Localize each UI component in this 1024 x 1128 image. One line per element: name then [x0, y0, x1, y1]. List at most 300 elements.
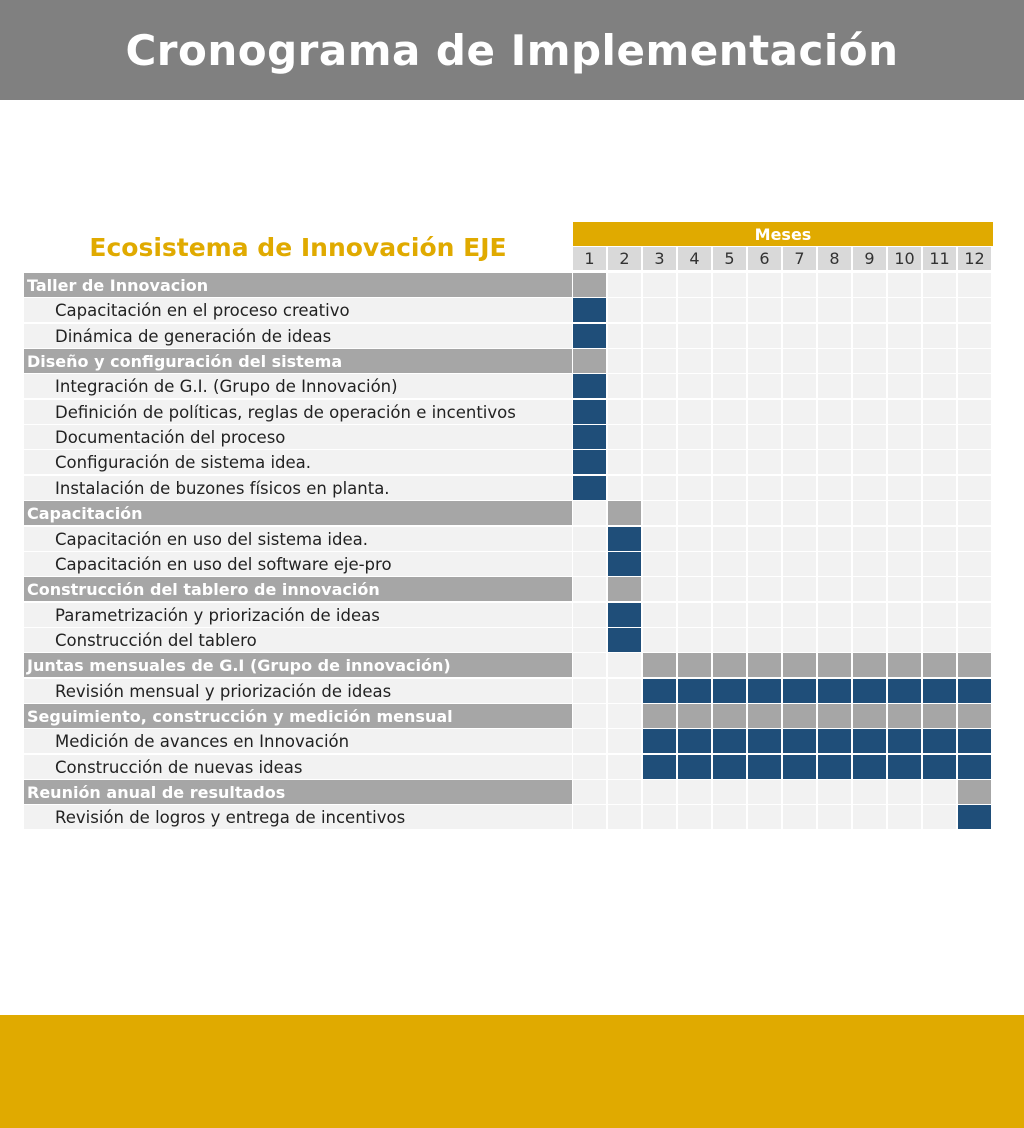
- month-header-9: 9: [853, 247, 886, 270]
- gantt-empty-cell: [853, 552, 886, 576]
- gantt-empty-cell: [573, 527, 606, 551]
- section-label: Construcción del tablero de innovación: [24, 577, 572, 601]
- gantt-empty-cell: [748, 450, 781, 474]
- gantt-empty-cell: [958, 374, 991, 398]
- gantt-empty-cell: [783, 374, 816, 398]
- gantt-empty-cell: [748, 273, 781, 297]
- gantt-empty-cell: [678, 425, 711, 449]
- gantt-empty-cell: [748, 374, 781, 398]
- gantt-empty-cell: [888, 324, 921, 348]
- gantt-bar-cell: [678, 729, 711, 753]
- gantt-empty-cell: [748, 527, 781, 551]
- gantt-empty-cell: [853, 805, 886, 829]
- gantt-empty-cell: [713, 476, 746, 500]
- gantt-empty-cell: [783, 780, 816, 804]
- gantt-empty-cell: [958, 349, 991, 373]
- gantt-empty-cell: [643, 805, 676, 829]
- gantt-bar-cell: [923, 755, 956, 779]
- gantt-empty-cell: [573, 577, 606, 601]
- gantt-empty-cell: [923, 552, 956, 576]
- gantt-empty-cell: [923, 400, 956, 424]
- gantt-bar-cell: [573, 374, 606, 398]
- gantt-empty-cell: [853, 628, 886, 652]
- gantt-empty-cell: [853, 527, 886, 551]
- gantt-empty-cell: [888, 298, 921, 322]
- gantt-empty-cell: [608, 273, 641, 297]
- gantt-empty-cell: [678, 324, 711, 348]
- gantt-bar-cell: [853, 679, 886, 703]
- gantt-empty-cell: [678, 577, 711, 601]
- gantt-empty-cell: [818, 324, 851, 348]
- gantt-empty-cell: [713, 450, 746, 474]
- gantt-empty-cell: [818, 805, 851, 829]
- gantt-empty-cell: [608, 298, 641, 322]
- gantt-empty-cell: [643, 324, 676, 348]
- gantt-empty-cell: [958, 298, 991, 322]
- gantt-empty-cell: [643, 501, 676, 525]
- gantt-empty-cell: [888, 349, 921, 373]
- gantt-empty-cell: [748, 628, 781, 652]
- gantt-empty-cell: [923, 476, 956, 500]
- gantt-bar-cell: [608, 628, 641, 652]
- gantt-empty-cell: [783, 628, 816, 652]
- gantt-bar-cell: [853, 755, 886, 779]
- gantt-bar-cell: [958, 805, 991, 829]
- gantt-bar-cell: [713, 653, 746, 677]
- gantt-empty-cell: [888, 805, 921, 829]
- month-header-10: 10: [888, 247, 921, 270]
- gantt-empty-cell: [608, 425, 641, 449]
- gantt-bar-cell: [643, 679, 676, 703]
- gantt-bar-cell: [573, 425, 606, 449]
- gantt-bar-cell: [608, 501, 641, 525]
- gantt-bar-cell: [783, 729, 816, 753]
- gantt-empty-cell: [888, 552, 921, 576]
- gantt-empty-cell: [818, 450, 851, 474]
- gantt-empty-cell: [958, 425, 991, 449]
- gantt-empty-cell: [923, 628, 956, 652]
- gantt-empty-cell: [783, 552, 816, 576]
- gantt-empty-cell: [818, 501, 851, 525]
- gantt-empty-cell: [713, 400, 746, 424]
- gantt-empty-cell: [958, 450, 991, 474]
- gantt-empty-cell: [643, 298, 676, 322]
- gantt-empty-cell: [573, 603, 606, 627]
- gantt-bar-cell: [888, 755, 921, 779]
- gantt-bar-cell: [573, 476, 606, 500]
- gantt-empty-cell: [748, 324, 781, 348]
- task-label: Instalación de buzones físicos en planta.: [24, 476, 572, 500]
- gantt-empty-cell: [678, 628, 711, 652]
- gantt-empty-cell: [783, 400, 816, 424]
- gantt-empty-cell: [713, 374, 746, 398]
- gantt-empty-cell: [853, 400, 886, 424]
- gantt-empty-cell: [818, 374, 851, 398]
- gantt-empty-cell: [923, 298, 956, 322]
- gantt-bar-cell: [643, 755, 676, 779]
- task-label: Revisión mensual y priorización de ideas: [24, 679, 572, 703]
- gantt-empty-cell: [713, 603, 746, 627]
- gantt-empty-cell: [888, 425, 921, 449]
- gantt-empty-cell: [748, 805, 781, 829]
- page-title: Cronograma de Implementación: [125, 25, 899, 75]
- month-header-1: 1: [573, 247, 606, 270]
- gantt-empty-cell: [958, 501, 991, 525]
- gantt-empty-cell: [958, 324, 991, 348]
- gantt-bar-cell: [783, 704, 816, 728]
- gantt-empty-cell: [573, 755, 606, 779]
- gantt-bar-cell: [608, 577, 641, 601]
- gantt-empty-cell: [643, 527, 676, 551]
- gantt-empty-cell: [888, 628, 921, 652]
- gantt-empty-cell: [958, 628, 991, 652]
- gantt-empty-cell: [923, 805, 956, 829]
- gantt-bar-cell: [713, 679, 746, 703]
- gantt-empty-cell: [748, 400, 781, 424]
- gantt-empty-cell: [958, 577, 991, 601]
- gantt-bar-cell: [958, 755, 991, 779]
- gantt-empty-cell: [958, 603, 991, 627]
- gantt-empty-cell: [678, 501, 711, 525]
- gantt-bar-cell: [713, 704, 746, 728]
- task-label: Revisión de logros y entrega de incentivos: [24, 805, 572, 829]
- gantt-empty-cell: [818, 603, 851, 627]
- gantt-empty-cell: [783, 805, 816, 829]
- gantt-empty-cell: [713, 425, 746, 449]
- task-label: Parametrización y priorización de ideas: [24, 603, 572, 627]
- gantt-empty-cell: [783, 273, 816, 297]
- gantt-bar-cell: [573, 450, 606, 474]
- gantt-bar-cell: [853, 653, 886, 677]
- month-header-2: 2: [608, 247, 641, 270]
- gantt-empty-cell: [678, 780, 711, 804]
- gantt-empty-cell: [818, 628, 851, 652]
- task-label: Capacitación en el proceso creativo: [24, 298, 572, 322]
- section-label: Reunión anual de resultados: [24, 780, 572, 804]
- gantt-empty-cell: [853, 425, 886, 449]
- gantt-empty-cell: [678, 400, 711, 424]
- gantt-empty-cell: [643, 577, 676, 601]
- schedule-subtitle: Ecosistema de Innovación EJE: [89, 232, 507, 262]
- gantt-empty-cell: [853, 577, 886, 601]
- gantt-empty-cell: [923, 603, 956, 627]
- gantt-bar-cell: [783, 653, 816, 677]
- gantt-bar-cell: [958, 729, 991, 753]
- gantt-bar-cell: [818, 653, 851, 677]
- gantt-empty-cell: [608, 679, 641, 703]
- gantt-empty-cell: [818, 476, 851, 500]
- gantt-empty-cell: [853, 450, 886, 474]
- gantt-empty-cell: [643, 780, 676, 804]
- gantt-bar-cell: [573, 349, 606, 373]
- gantt-empty-cell: [783, 324, 816, 348]
- gantt-empty-cell: [888, 577, 921, 601]
- gantt-empty-cell: [818, 298, 851, 322]
- gantt-empty-cell: [783, 501, 816, 525]
- gantt-empty-cell: [783, 349, 816, 373]
- gantt-bar-cell: [678, 755, 711, 779]
- gantt-bar-cell: [958, 780, 991, 804]
- gantt-empty-cell: [853, 501, 886, 525]
- gantt-bar-cell: [573, 400, 606, 424]
- gantt-empty-cell: [923, 527, 956, 551]
- gantt-empty-cell: [608, 476, 641, 500]
- gantt-empty-cell: [713, 501, 746, 525]
- gantt-bar-cell: [783, 755, 816, 779]
- gantt-empty-cell: [923, 501, 956, 525]
- section-label: Seguimiento, construcción y medición mensual: [24, 704, 572, 728]
- gantt-empty-cell: [573, 780, 606, 804]
- gantt-empty-cell: [643, 628, 676, 652]
- gantt-empty-cell: [713, 349, 746, 373]
- gantt-bar-cell: [573, 273, 606, 297]
- gantt-bar-cell: [748, 653, 781, 677]
- gantt-empty-cell: [888, 603, 921, 627]
- gantt-empty-cell: [818, 349, 851, 373]
- section-label: Capacitación: [24, 501, 572, 525]
- gantt-empty-cell: [853, 324, 886, 348]
- gantt-empty-cell: [713, 298, 746, 322]
- gantt-empty-cell: [853, 374, 886, 398]
- gantt-empty-cell: [643, 476, 676, 500]
- gantt-empty-cell: [608, 374, 641, 398]
- task-label: Construcción del tablero: [24, 628, 572, 652]
- month-header-8: 8: [818, 247, 851, 270]
- gantt-bar-cell: [923, 653, 956, 677]
- gantt-empty-cell: [923, 374, 956, 398]
- gantt-empty-cell: [608, 729, 641, 753]
- gantt-empty-cell: [853, 780, 886, 804]
- month-header-6: 6: [748, 247, 781, 270]
- gantt-empty-cell: [853, 603, 886, 627]
- gantt-bar-cell: [748, 755, 781, 779]
- gantt-bar-cell: [608, 603, 641, 627]
- gantt-bar-cell: [643, 729, 676, 753]
- gantt-empty-cell: [713, 527, 746, 551]
- gantt-empty-cell: [573, 805, 606, 829]
- gantt-empty-cell: [573, 729, 606, 753]
- gantt-empty-cell: [678, 805, 711, 829]
- task-label: Capacitación en uso del software eje-pro: [24, 552, 572, 576]
- task-label: Capacitación en uso del sistema idea.: [24, 527, 572, 551]
- gantt-bar-cell: [713, 729, 746, 753]
- gantt-bar-cell: [748, 679, 781, 703]
- gantt-empty-cell: [853, 298, 886, 322]
- gantt-empty-cell: [958, 400, 991, 424]
- gantt-bar-cell: [678, 704, 711, 728]
- gantt-empty-cell: [573, 552, 606, 576]
- gantt-empty-cell: [783, 450, 816, 474]
- gantt-bar-cell: [958, 653, 991, 677]
- gantt-empty-cell: [713, 273, 746, 297]
- task-label: Medición de avances en Innovación: [24, 729, 572, 753]
- gantt-empty-cell: [748, 780, 781, 804]
- month-header-11: 11: [923, 247, 956, 270]
- gantt-bar-cell: [818, 679, 851, 703]
- gantt-bar-cell: [643, 653, 676, 677]
- gantt-empty-cell: [853, 476, 886, 500]
- page-footer: [0, 1015, 1024, 1128]
- gantt-empty-cell: [748, 425, 781, 449]
- gantt-empty-cell: [573, 501, 606, 525]
- gantt-empty-cell: [748, 298, 781, 322]
- gantt-empty-cell: [678, 527, 711, 551]
- gantt-empty-cell: [748, 552, 781, 576]
- gantt-bar-cell: [748, 729, 781, 753]
- gantt-bar-cell: [748, 704, 781, 728]
- gantt-bar-cell: [783, 679, 816, 703]
- gantt-bar-cell: [643, 704, 676, 728]
- gantt-empty-cell: [818, 273, 851, 297]
- gantt-bar-cell: [888, 729, 921, 753]
- gantt-empty-cell: [888, 476, 921, 500]
- gantt-empty-cell: [608, 450, 641, 474]
- gantt-empty-cell: [678, 273, 711, 297]
- month-header-3: 3: [643, 247, 676, 270]
- month-header-12: 12: [958, 247, 991, 270]
- gantt-empty-cell: [748, 603, 781, 627]
- gantt-empty-cell: [818, 552, 851, 576]
- gantt-empty-cell: [818, 527, 851, 551]
- gantt-bar-cell: [888, 679, 921, 703]
- section-label: Diseño y configuración del sistema: [24, 349, 572, 373]
- gantt-empty-cell: [783, 577, 816, 601]
- gantt-empty-cell: [888, 400, 921, 424]
- gantt-bar-cell: [608, 527, 641, 551]
- gantt-empty-cell: [818, 425, 851, 449]
- month-header-4: 4: [678, 247, 711, 270]
- gantt-empty-cell: [643, 349, 676, 373]
- section-label: Taller de Innovacion: [24, 273, 572, 297]
- gantt-bar-cell: [678, 653, 711, 677]
- gantt-bar-cell: [888, 704, 921, 728]
- section-label: Juntas mensuales de G.I (Grupo de innovación): [24, 653, 572, 677]
- gantt-empty-cell: [888, 273, 921, 297]
- gantt-empty-cell: [958, 476, 991, 500]
- page-header: [0, 0, 1024, 100]
- gantt-empty-cell: [923, 349, 956, 373]
- gantt-bar-cell: [818, 729, 851, 753]
- gantt-empty-cell: [748, 577, 781, 601]
- gantt-empty-cell: [643, 603, 676, 627]
- gantt-empty-cell: [748, 349, 781, 373]
- gantt-empty-cell: [643, 450, 676, 474]
- gantt-empty-cell: [818, 780, 851, 804]
- gantt-empty-cell: [923, 425, 956, 449]
- gantt-empty-cell: [923, 577, 956, 601]
- gantt-empty-cell: [748, 476, 781, 500]
- gantt-empty-cell: [888, 450, 921, 474]
- gantt-empty-cell: [608, 324, 641, 348]
- gantt-empty-cell: [783, 298, 816, 322]
- gantt-bar-cell: [888, 653, 921, 677]
- gantt-bar-cell: [713, 755, 746, 779]
- gantt-bar-cell: [958, 704, 991, 728]
- gantt-empty-cell: [608, 755, 641, 779]
- gantt-empty-cell: [678, 349, 711, 373]
- gantt-bar-cell: [923, 679, 956, 703]
- gantt-empty-cell: [608, 780, 641, 804]
- gantt-empty-cell: [923, 450, 956, 474]
- gantt-empty-cell: [608, 805, 641, 829]
- gantt-empty-cell: [888, 527, 921, 551]
- gantt-empty-cell: [678, 298, 711, 322]
- gantt-bar-cell: [958, 679, 991, 703]
- task-label: Documentación del proceso: [24, 425, 572, 449]
- gantt-bar-cell: [853, 704, 886, 728]
- month-header-5: 5: [713, 247, 746, 270]
- gantt-empty-cell: [678, 603, 711, 627]
- gantt-empty-cell: [573, 679, 606, 703]
- gantt-bar-cell: [818, 704, 851, 728]
- task-label: Definición de políticas, reglas de operación e incentivos: [24, 400, 572, 424]
- gantt-empty-cell: [888, 374, 921, 398]
- gantt-empty-cell: [643, 273, 676, 297]
- gantt-bar-cell: [573, 324, 606, 348]
- gantt-bar-cell: [678, 679, 711, 703]
- gantt-empty-cell: [853, 349, 886, 373]
- gantt-empty-cell: [923, 780, 956, 804]
- gantt-empty-cell: [818, 400, 851, 424]
- gantt-bar-cell: [608, 552, 641, 576]
- gantt-empty-cell: [573, 704, 606, 728]
- gantt-empty-cell: [713, 805, 746, 829]
- months-banner: Meses: [573, 222, 993, 246]
- gantt-empty-cell: [748, 501, 781, 525]
- gantt-empty-cell: [678, 450, 711, 474]
- gantt-empty-cell: [608, 400, 641, 424]
- gantt-empty-cell: [713, 324, 746, 348]
- month-header-7: 7: [783, 247, 816, 270]
- gantt-empty-cell: [958, 527, 991, 551]
- gantt-empty-cell: [608, 349, 641, 373]
- gantt-bar-cell: [573, 298, 606, 322]
- gantt-empty-cell: [713, 780, 746, 804]
- gantt-empty-cell: [853, 273, 886, 297]
- gantt-empty-cell: [678, 476, 711, 500]
- gantt-empty-cell: [713, 628, 746, 652]
- gantt-empty-cell: [608, 704, 641, 728]
- gantt-empty-cell: [678, 374, 711, 398]
- task-label: Construcción de nuevas ideas: [24, 755, 572, 779]
- gantt-empty-cell: [783, 425, 816, 449]
- gantt-empty-cell: [573, 628, 606, 652]
- gantt-empty-cell: [713, 552, 746, 576]
- gantt-bar-cell: [923, 729, 956, 753]
- gantt-empty-cell: [888, 780, 921, 804]
- gantt-empty-cell: [713, 577, 746, 601]
- gantt-bar-cell: [853, 729, 886, 753]
- gantt-bar-cell: [923, 704, 956, 728]
- gantt-bar-cell: [818, 755, 851, 779]
- gantt-empty-cell: [643, 374, 676, 398]
- gantt-empty-cell: [888, 501, 921, 525]
- task-label: Configuración de sistema idea.: [24, 450, 572, 474]
- gantt-empty-cell: [783, 527, 816, 551]
- gantt-empty-cell: [958, 552, 991, 576]
- task-label: Dinámica de generación de ideas: [24, 324, 572, 348]
- gantt-empty-cell: [678, 552, 711, 576]
- gantt-empty-cell: [643, 400, 676, 424]
- gantt-empty-cell: [573, 653, 606, 677]
- gantt-empty-cell: [643, 552, 676, 576]
- gantt-empty-cell: [818, 577, 851, 601]
- gantt-empty-cell: [608, 653, 641, 677]
- gantt-empty-cell: [958, 273, 991, 297]
- gantt-empty-cell: [783, 603, 816, 627]
- gantt-empty-cell: [783, 476, 816, 500]
- gantt-empty-cell: [923, 324, 956, 348]
